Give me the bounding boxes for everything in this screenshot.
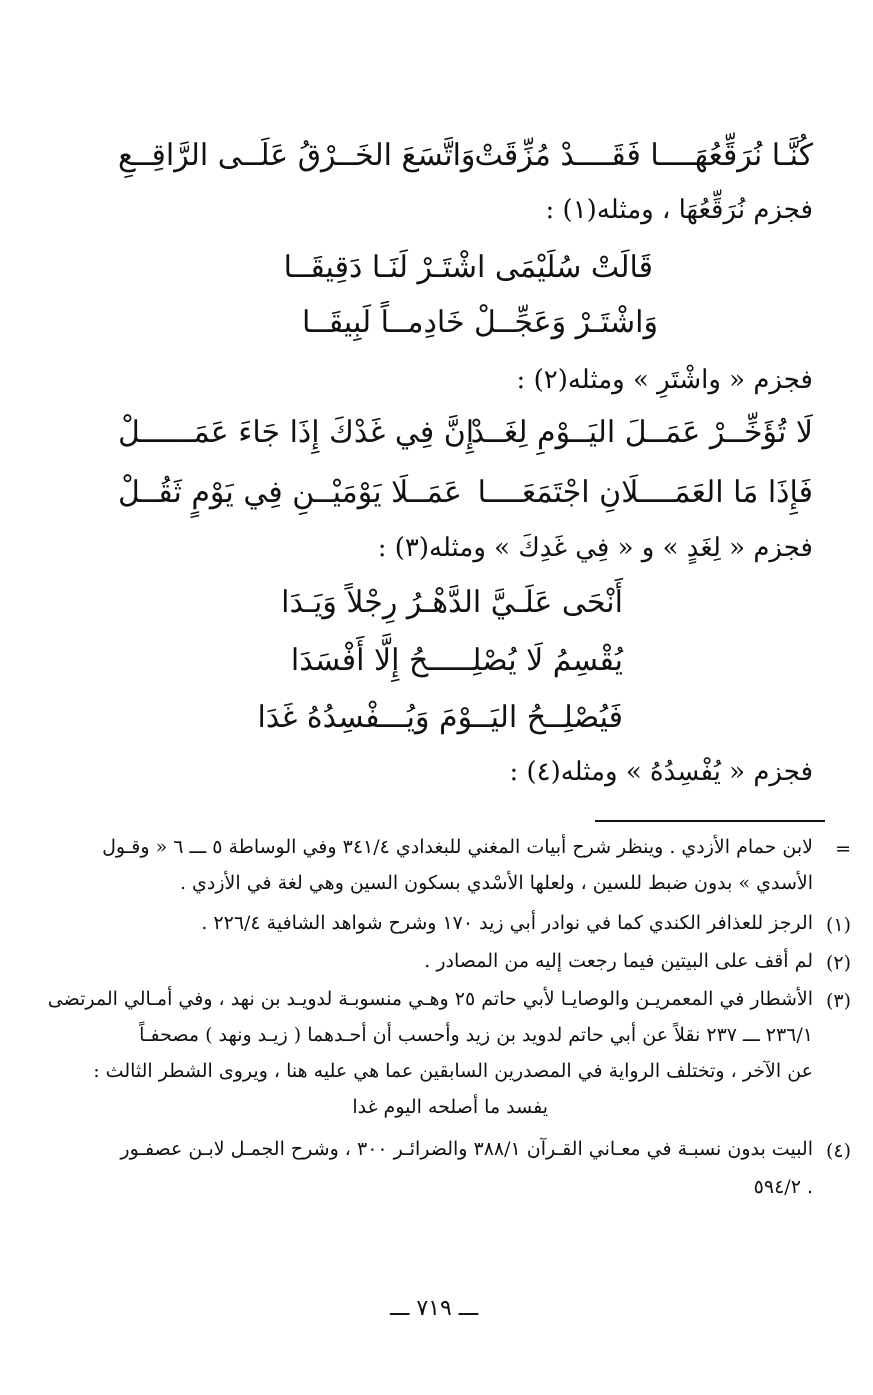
footnote-4-line-2: . ٥٩٤/٢ [753,1176,813,1198]
verse-1-second-hemistich: وَاتَّسَعَ الخَــرْقُ عَلَــى الرَّاقِــعِ [118,138,476,173]
verse-3-second-hemistich: إِنَّ فِي غَدْكَ إِذَا جَاءَ عَمَــــــلْ [118,415,475,450]
prose-line-1: فجزم نُرَقِّعُهَا ، ومثله(١) : [545,195,813,225]
verse-5-line-b: يُقْسِمُ لَا يُصْلِـــــحُ إِلَّا أَفْسَدَا [290,643,623,678]
prose-line-3: فجزم « لِغَدٍ » و « فِي غَدِكَ » ومثله(٣) : [377,533,813,563]
footnote-4-number: (٤) [825,1140,851,1162]
verse-2-line-b: وَاشْتَـرْ وَعَجِّــلْ خَادِمــاً لَبِيقَــا [302,305,658,340]
footnote-continuation-line-1: لابن حمام الأزدي . وينظر شرح أبيات المغني للبغدادي ٣٤١/٤ وفي الوساطة ٥ ـــ ٦ « وقـول [102,836,813,858]
footnote-3-line-2: ٢٣٦/١ ـــ ٢٣٧ نقلاً عن أبي حاتم لدويد بن زيد وأحسب أن أحـدهما ( زيـد ونهد ) مصحفـاً [139,1024,813,1046]
footnote-1-text: الرجز للعذافر الكندي كما في نوادر أبي زيد ١٧٠ وشرح شواهد الشافية ٢٢٦/٤ . [201,912,813,934]
footnote-separator [595,820,825,822]
footnote-continuation-line-2: الأسدي » بدون ضبط للسين ، ولعلها الأسْدي بسكون السين وهي لغة في الأزدي . [179,872,813,894]
verse-5-line-c: فَيُصْلِــحُ اليَــوْمَ وَيُـــفْسِدُهُ غَدَا [257,700,623,735]
footnote-3-number: (٣) [825,990,851,1012]
footnote-2-text: لم أقف على البيتين فيما رجعت إليه من المصادر . [424,950,813,972]
verse-4-second-hemistich: عَمَــلَا يَوْمَيْــنِ فِي يَوْمٍ ثَقُــلْ [118,475,462,510]
verse-5-line-a: أَنْحَى عَلَـيَّ الدَّهْـرُ رِجْلاً وَيَـدَا [281,585,623,620]
prose-line-4: فجزم « يُفْسِدُهُ » ومثله(٤) : [509,757,813,787]
verse-1-first-hemistich: كُنَّـا نُرَقِّعُهَــــا فَقَــــدْ مُزِّقَتْ [474,138,813,173]
page-number: ـــ ٧١٩ ـــ [390,1296,479,1321]
footnote-3-quoted-line: يفسد ما أصلحه اليوم غدا [352,1096,548,1118]
verse-2-line-a: قَالَتْ سُلَيْمَى اشْتَـرْ لَنَـا دَقِيقَــا [283,250,653,285]
footnote-3-line-1: الأشطار في المعمريـن والوصايـا لأبي حاتم ٢٥ وهـي منسوبـة لدويـد بن نهد ، وفي أمـالي المرتضى [47,988,813,1010]
footnote-3-line-3: عن الآخر ، وتختلف الرواية في المصدرين السابقين عما هي عليه هنا ، ويروى الشطر الثالث : [93,1060,813,1082]
footnote-1-number: (١) [825,914,851,936]
footnote-4-line-1: البيت بدون نسبـة في معـاني القـرآن ٣٨٨/١ والضرائـر ٣٠٠ ، وشرح الجمـل لابـن عصفـور [120,1138,813,1160]
footnote-continuation-mark: = [835,838,851,860]
verse-4-first-hemistich: فَإِذَا مَا العَمَــــلَانِ اجْتَمَعَــــا [477,475,813,510]
footnote-2-number: (٢) [825,952,851,974]
prose-line-2: فجزم « واشْتَرِ » ومثله(٢) : [516,365,813,395]
verse-3-first-hemistich: لَا تُؤَخِّــرْ عَمَــلَ اليَــوْمِ لِغَــدْ [470,415,813,450]
